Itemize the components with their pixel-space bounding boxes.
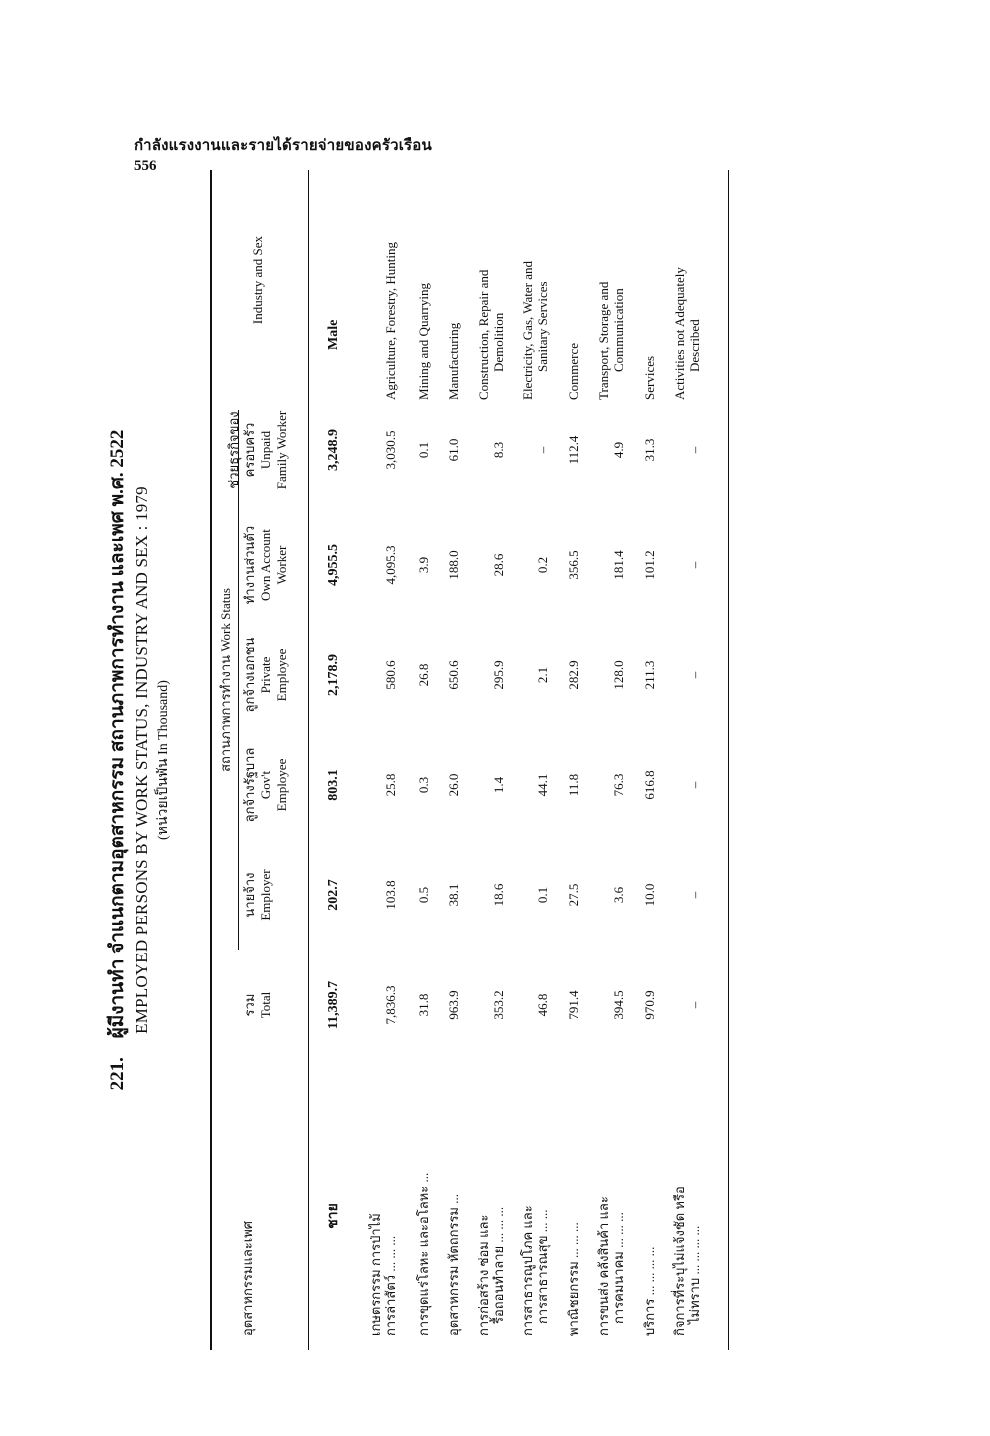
cell-own-account: – [687,561,702,569]
cell-govt: 76.3 [611,773,626,797]
table-row [596,170,628,1350]
table-title-thai: ผู้มีงานทำ จำแนกตามอุตสาหกรรม สถานภาพการทำงาน และเพศ พ.ศ. 2522 [107,429,128,1039]
col-total-en: Total [258,991,273,1019]
bottom-rule [728,170,729,1350]
table-row [520,170,552,1350]
col-header-unpaid-family [226,390,290,510]
col-private-en2: Employee [274,648,289,702]
col-header-own-account [242,510,290,620]
cell-total: 970.9 [642,990,657,1020]
cell-govt: 44.1 [535,773,550,797]
row-label-english: Agriculture, Forestry, Hunting [383,241,398,400]
page-number: 556 [134,158,157,174]
row-label-thai: การขนส่ง คลังสินค้า และ การคมนาคม ... ... ... [596,1196,626,1336]
industry-header-english: Industry and Sex [250,235,265,325]
cell-employer: 202.7 [326,879,341,911]
cell-unpaid: 4.9 [611,441,626,459]
cell-employer: – [687,891,702,899]
cell-employer: 0.5 [416,886,431,904]
row-label-english: Electricity, Gas, Water and Sanitary Services [520,260,550,400]
col-header-employer [242,840,274,950]
col-govt-en2: Employee [274,758,289,812]
cell-private: 128.0 [611,660,626,690]
row-label-thai: ชาย [326,1203,341,1229]
col-govt-en1: Gov't [258,770,273,800]
cell-govt: 616.8 [642,770,657,800]
header-rule [308,170,309,1350]
cell-own-account: 101.2 [642,550,657,580]
cell-total: 791.4 [566,990,581,1020]
cell-total: 353.2 [491,990,506,1020]
row-label-english: Mining and Quarrying [416,283,431,400]
cell-own-account: 356.5 [566,550,581,580]
cell-own-account: 181.4 [611,550,626,580]
cell-employer: 3.6 [611,886,626,904]
cell-private: 282.9 [566,660,581,690]
col-unpaid-en1: Unpaid [258,430,273,470]
row-label-english: Transport, Storage and Communication [596,281,626,400]
cell-private: – [687,671,702,679]
cell-total: 963.9 [446,990,461,1020]
cell-employer: 0.1 [535,886,550,904]
cell-unpaid: – [687,446,702,454]
col-govt-th: ลูกจ้างรัฐบาล [242,747,257,823]
cell-unpaid: 8.3 [491,441,506,459]
cell-own-account: 3.9 [416,556,431,574]
table-row [476,170,508,1350]
industry-header-thai: อุตสาหกรรมและเพศ [240,1220,255,1336]
row-label-thai: พาณิชยกรรม ... ... ... [566,1222,581,1336]
cell-private: 211.3 [642,660,657,690]
cell-unpaid: 0.1 [416,441,431,459]
table-number: 221. [107,1057,128,1091]
cell-private: 2.1 [535,666,550,684]
row-label-thai: กิจการที่ระบุไม่แจ้งชัด หรือ ไม่ทราบ ... ... ... ... [672,1186,702,1336]
col-employer-en: Employer [258,869,273,921]
cell-own-account: 28.6 [491,553,506,577]
col-header-private [242,620,290,730]
cell-govt: 1.4 [491,776,506,794]
cell-unpaid: 112.4 [566,435,581,465]
col-own-en1: Own Account [258,529,273,601]
row-label-english: Services [642,355,657,400]
cell-total: – [687,1001,702,1009]
row-label-thai: เกษตรกรรม การป่าไม้ การล่าสัตว์ ... ... ... [368,1213,398,1336]
col-own-en2: Worker [274,545,289,585]
cell-own-account: 188.0 [446,550,461,580]
running-head-title: กำลังแรงงานและรายได้รายจ่ายของครัวเรือน [134,138,432,154]
cell-own-account: 4,955.5 [326,544,341,586]
cell-private: 26.8 [416,663,431,687]
cell-unpaid: 61.0 [446,438,461,462]
cell-unpaid: 31.3 [642,438,657,462]
table-row [446,170,478,1350]
row-label-thai: การขุดแร่โลหะ และอโลหะ ... [416,1172,431,1336]
cell-total: 46.8 [535,993,550,1017]
table-title-block [102,170,174,1350]
col-unpaid-th2: ครอบครัว [242,422,257,478]
row-label-thai: การก่อสร้าง ซ่อม และ รื้อถอนทำลาย ... ... ... [476,1206,506,1336]
row-label-thai: การสาธารณูปโภค และ การสาธารณสุข ... ... [520,1205,550,1336]
row-label-english: Manufacturing [446,322,461,400]
table-row-male [326,170,358,1350]
table-unit: (หน่วยเป็นพัน In Thousand) [156,680,171,840]
cell-own-account: 4,095.3 [383,545,398,585]
col-private-en1: Private [258,656,273,694]
cell-employer: 18.6 [491,883,506,907]
top-rule [210,170,212,1350]
cell-private: 2,178.9 [326,654,341,696]
col-header-govt [242,730,290,840]
row-label-english: Male [326,319,341,350]
cell-total: 394.5 [611,990,626,1020]
col-employer-th: นายจ้าง [242,872,257,918]
cell-employer: 103.8 [383,880,398,910]
work-status-group-header: สถานภาพการทำงาน Work Status [218,588,233,772]
row-label-english: Activities not Adequately Described [672,267,702,400]
cell-private: 580.6 [383,660,398,690]
cell-unpaid: 3,030.5 [383,430,398,470]
cell-own-account: 0.2 [535,556,550,574]
cell-total: 11,389.7 [326,980,341,1030]
cell-unpaid: – [535,446,550,454]
cell-private: 295.9 [491,660,506,690]
table-row [416,170,448,1350]
col-own-th: ทำงานส่วนตัว [242,525,257,605]
cell-govt: – [687,781,702,789]
cell-employer: 10.0 [642,883,657,907]
row-label-thai: อุตสาหกรรม หัตถกรรม ... [446,1194,461,1336]
row-label-thai: บริการ ... ... ... ... [642,1246,657,1336]
cell-unpaid: 3,248.9 [326,429,341,471]
cell-govt: 26.0 [446,773,461,797]
row-label-english: Construction, Repair and Demolition [476,269,506,400]
col-total-th: รวม [242,993,257,1017]
cell-govt: 25.8 [383,773,398,797]
col-header-total [242,950,274,1060]
col-unpaid-en2: Family Worker [274,410,289,490]
cell-govt: 803.1 [326,769,341,801]
cell-total: 7,836.3 [383,985,398,1025]
cell-total: 31.8 [416,993,431,1017]
table-title-english: EMPLOYED PERSONS BY WORK STATUS, INDUSTRY AND SEX : 1979 [132,486,151,1034]
cell-employer: 38.1 [446,883,461,907]
cell-govt: 11.8 [566,773,581,797]
col-private-th: ลูกจ้างเอกชน [242,637,257,713]
table-row [642,170,674,1350]
row-label-english: Commerce [566,342,581,400]
table-row [368,170,400,1350]
cell-employer: 27.5 [566,883,581,907]
cell-govt: 0.3 [416,776,431,794]
rotated-table-page [100,170,845,1350]
table-row [566,170,598,1350]
cell-private: 650.6 [446,660,461,690]
col-unpaid-th1: ช่วยธุรกิจของ [226,411,241,489]
table-row [672,170,704,1350]
